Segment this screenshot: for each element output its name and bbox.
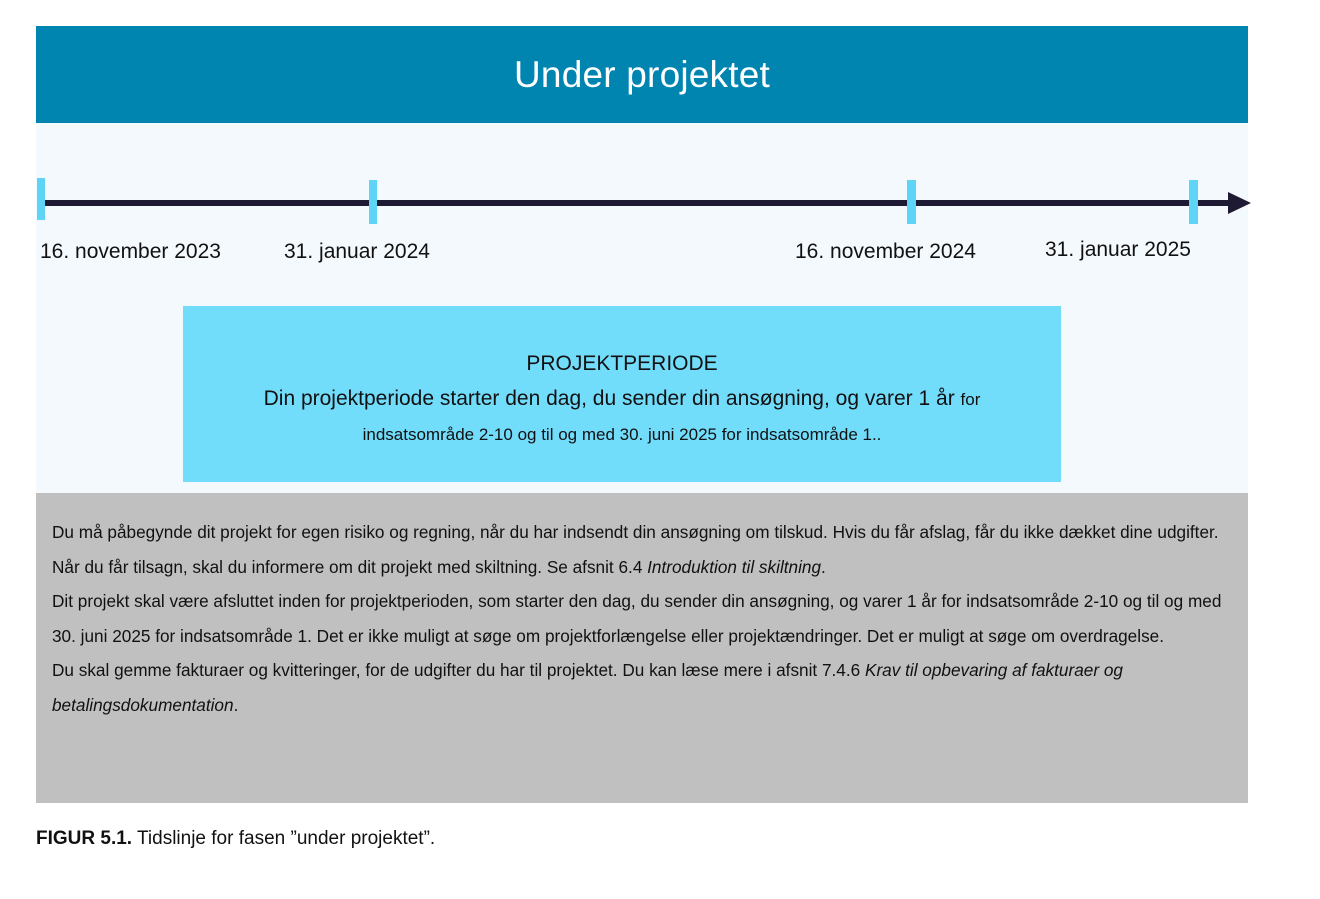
info-p4-text: Du skal gemme fakturaer og kvitteringer, for de udgifter du har til projektet. Du kan læse mere i afsnit 7.4.6 [52, 660, 865, 680]
info-box [36, 493, 1248, 803]
period-line-2: indsatsområde 2-10 og til og med 30. juni 2025 for indsatsområde 1.. [362, 425, 882, 444]
info-p2-reference: Introduktion til skiltning [647, 556, 822, 577]
date-label-3: 16. november 2024 [795, 240, 976, 263]
period-line-main: Din projektperiode starter den dag, du sender din ansøgning, og varer 1 år [263, 387, 955, 410]
info-p4-end: . [233, 694, 239, 715]
date-label-2: 31. januar 2024 [284, 240, 430, 263]
project-period-description [193, 382, 1051, 452]
info-paragraph-2 [52, 550, 1232, 585]
date-label-4: 31. januar 2025 [1045, 238, 1191, 261]
figure-caption [36, 828, 435, 850]
info-paragraph-1: Du må påbegynde dit projekt for egen risiko og regning, når du har indsendt din ansøgning om tilskud. Hvis du får afslag, får du ikke dækket dine udgifter. [52, 522, 1219, 542]
info-p4-reference: Krav til opbevaring af fakturaer og betalingsdokumentation [52, 660, 1123, 715]
info-p2-text: Når du får tilsagn, skal du informere om dit projekt med skiltning. Se afsnit 6.4 [52, 556, 648, 577]
header-title: Under projektet [514, 53, 770, 95]
date-label-1: 16. november 2023 [40, 240, 221, 263]
project-period-title: PROJEKTPERIODE [526, 352, 718, 375]
info-paragraph-4 [52, 653, 1232, 722]
project-period-box [183, 306, 1061, 482]
period-line-small: for [960, 390, 981, 409]
info-p2-end: . [821, 556, 826, 577]
info-paragraph-3: Dit projekt skal være afsluttet inden for projektperioden, som starter den dag, du sender din ansøgning, og varer 1 år for indsatsområde 2-10 og til og med 30. juni 2025 for indsatsområde 1. Det er ikke muligt at søge om projektforlængelse eller projektændringer. Det er muligt at søge om overdragelse. [52, 591, 1222, 646]
header-banner [36, 26, 1248, 123]
figure-caption-label: FIGUR 5.1. [36, 828, 133, 849]
figure-caption-text: Tidslinje for fasen ”under projektet”. [132, 828, 436, 849]
